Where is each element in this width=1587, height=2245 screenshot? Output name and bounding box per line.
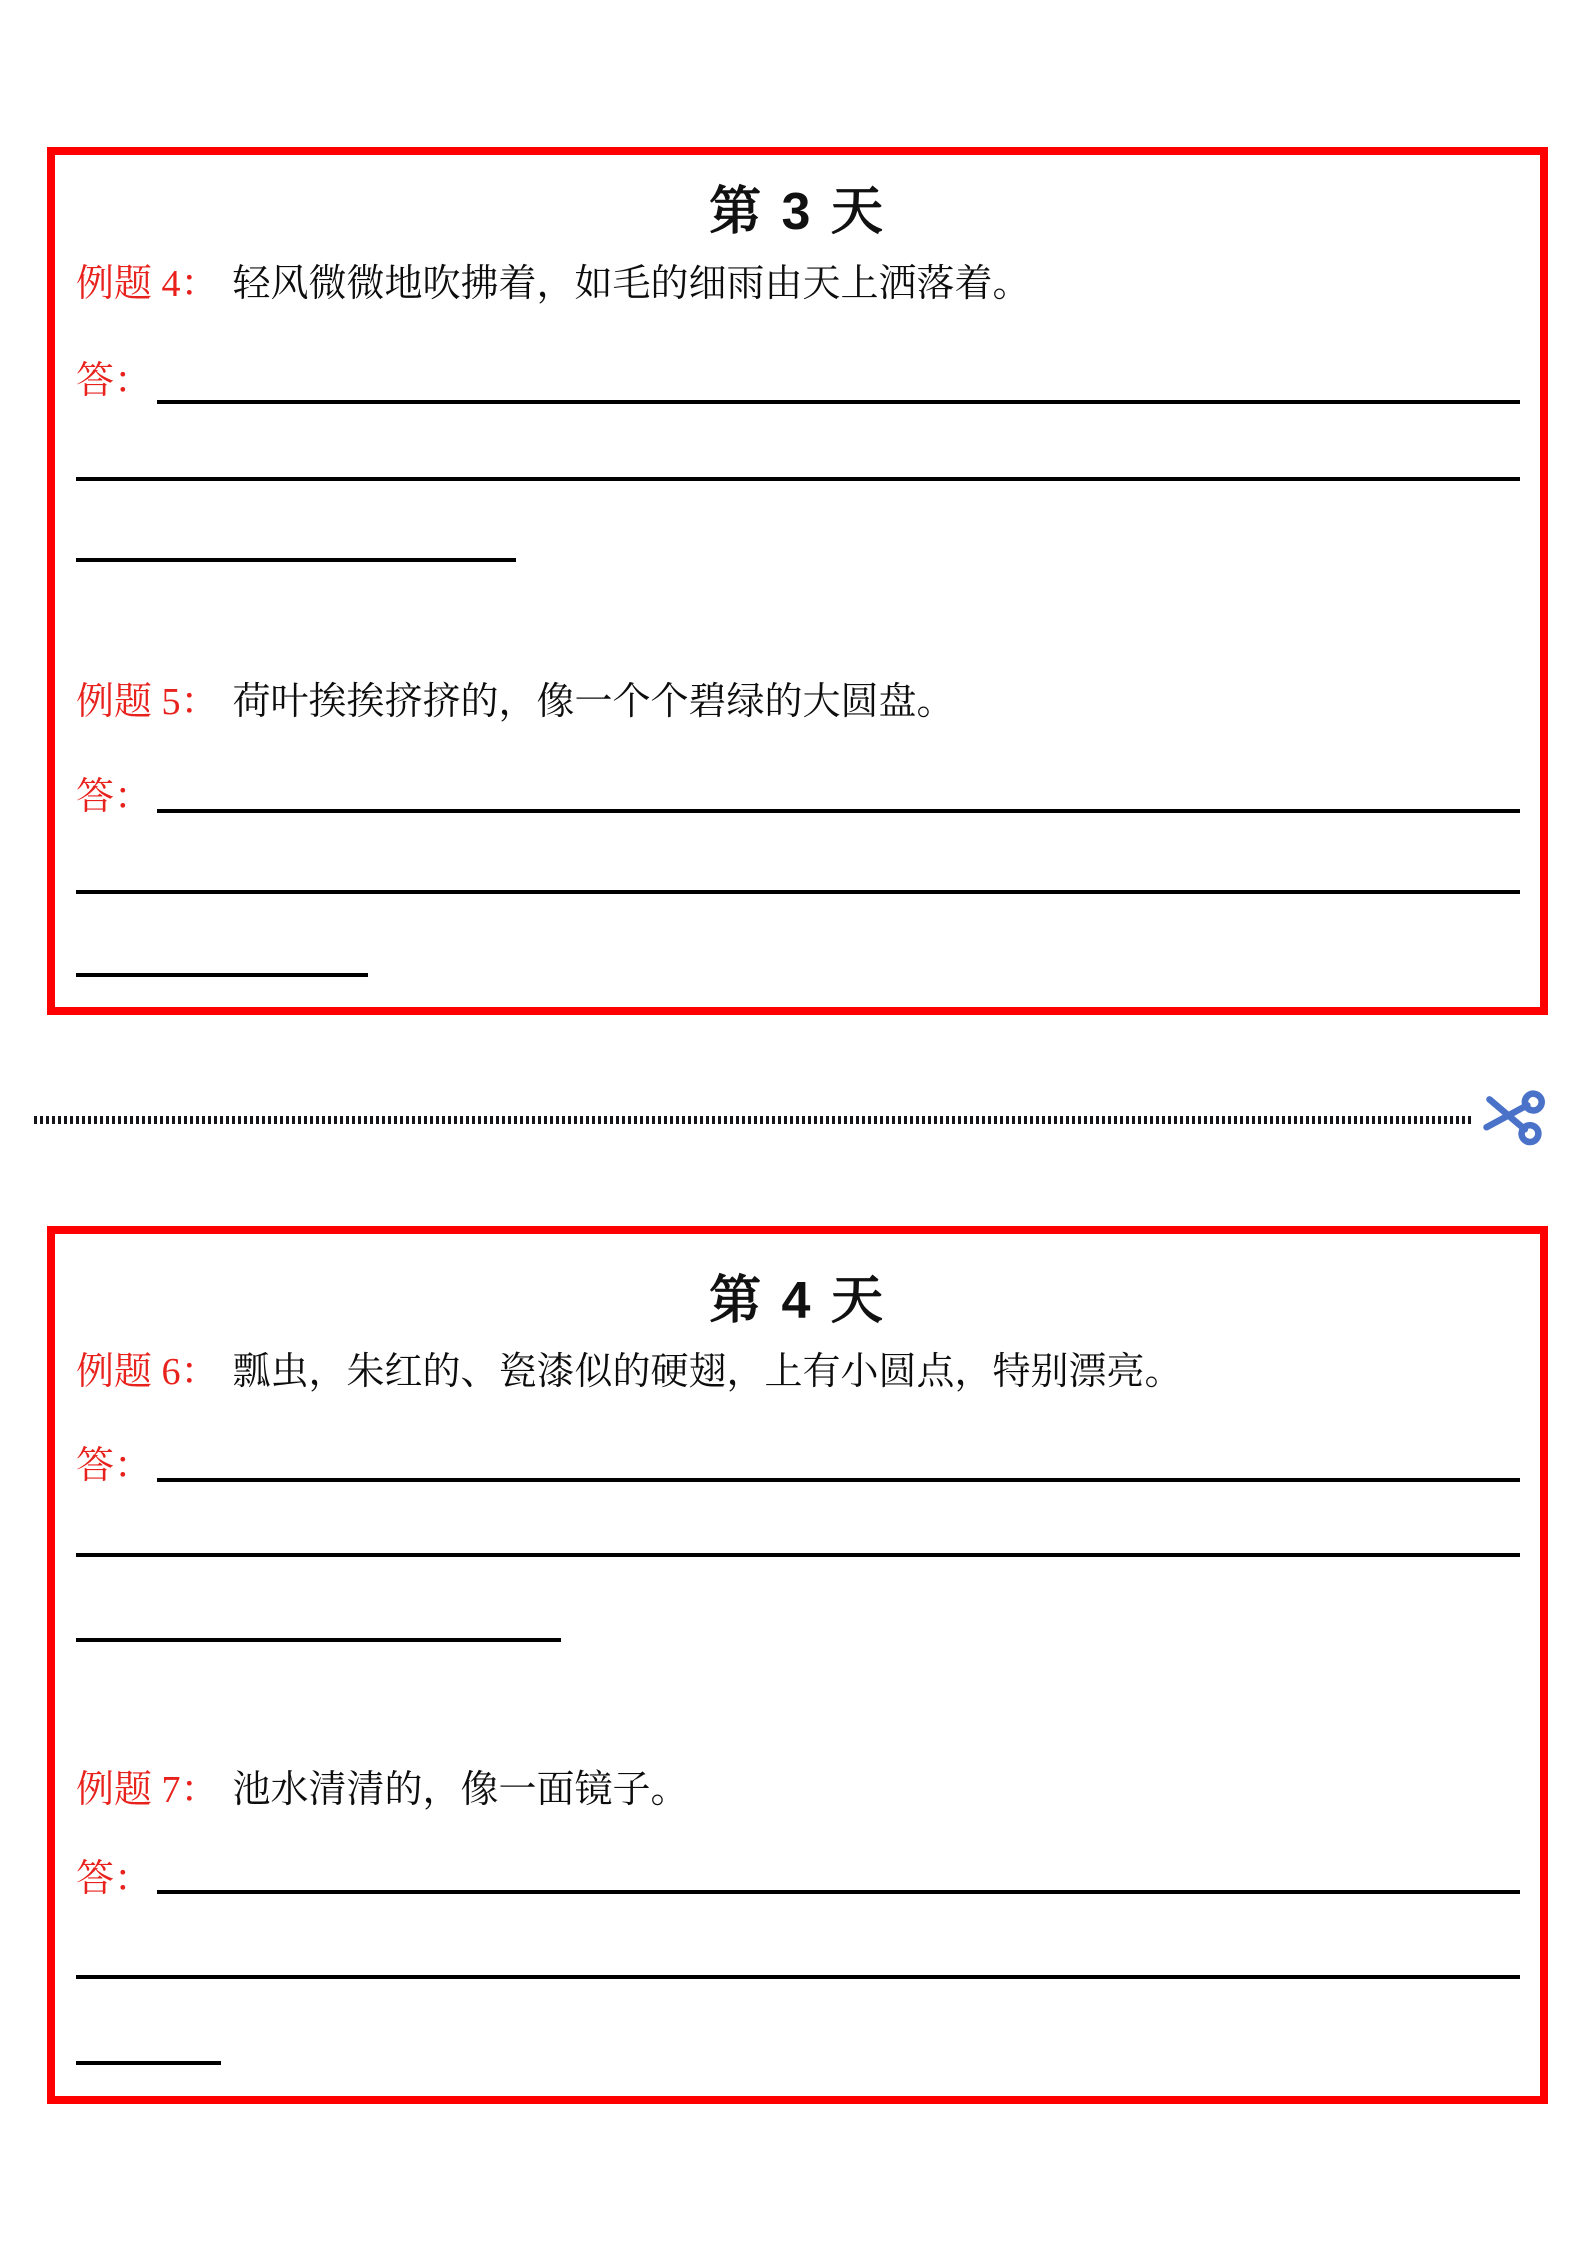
problem-5	[76, 679, 1524, 727]
problem-7	[76, 1767, 1524, 1815]
answer-5-line-2	[76, 890, 1520, 894]
answer-4-line-2	[76, 477, 1520, 481]
day3-title: 第 3 天	[709, 183, 886, 241]
scissors-icon	[1481, 1085, 1547, 1147]
day3-section	[47, 147, 1548, 1015]
answer-5-label: 答：	[76, 776, 153, 818]
problem-4-text: 轻风微微地吹拂着，如毛的细雨由天上洒落着。	[232, 263, 1031, 305]
answer-6-line-3	[76, 1638, 561, 1642]
answer-7-label: 答：	[76, 1858, 153, 1900]
problem-6-text: 瓢虫，朱红的、瓷漆似的硬翅，上有小圆点，特别漂亮。	[232, 1351, 1183, 1393]
answer-7-line-1	[157, 1890, 1520, 1894]
problem-7-label: 例题 7：	[76, 1769, 219, 1811]
problem-6	[76, 1349, 1524, 1397]
answer-5-line-1	[157, 809, 1520, 813]
answer-6-line-2	[76, 1553, 1520, 1557]
answer-7-line-3	[76, 2061, 221, 2065]
cut-dashed-line	[34, 1116, 1474, 1124]
answer-4-line-3	[76, 558, 516, 562]
day4-title: 第 4 天	[709, 1272, 886, 1330]
day4-section	[47, 1226, 1548, 2104]
answer-5-line-3	[76, 973, 368, 977]
problem-6-label: 例题 6：	[76, 1351, 219, 1393]
problem-5-text: 荷叶挨挨挤挤的，像一个个碧绿的大圆盘。	[232, 681, 955, 723]
answer-6-label: 答：	[76, 1445, 153, 1487]
problem-4-label: 例题 4：	[76, 263, 219, 305]
answer-6-line-1	[157, 1478, 1520, 1482]
answer-4-label: 答：	[76, 360, 153, 402]
answer-4-line-1	[157, 400, 1520, 404]
answer-7-line-2	[76, 1975, 1520, 1979]
problem-5-label: 例题 5：	[76, 681, 219, 723]
problem-7-text: 池水清清的，像一面镜子。	[232, 1769, 689, 1811]
problem-4	[76, 261, 1524, 309]
